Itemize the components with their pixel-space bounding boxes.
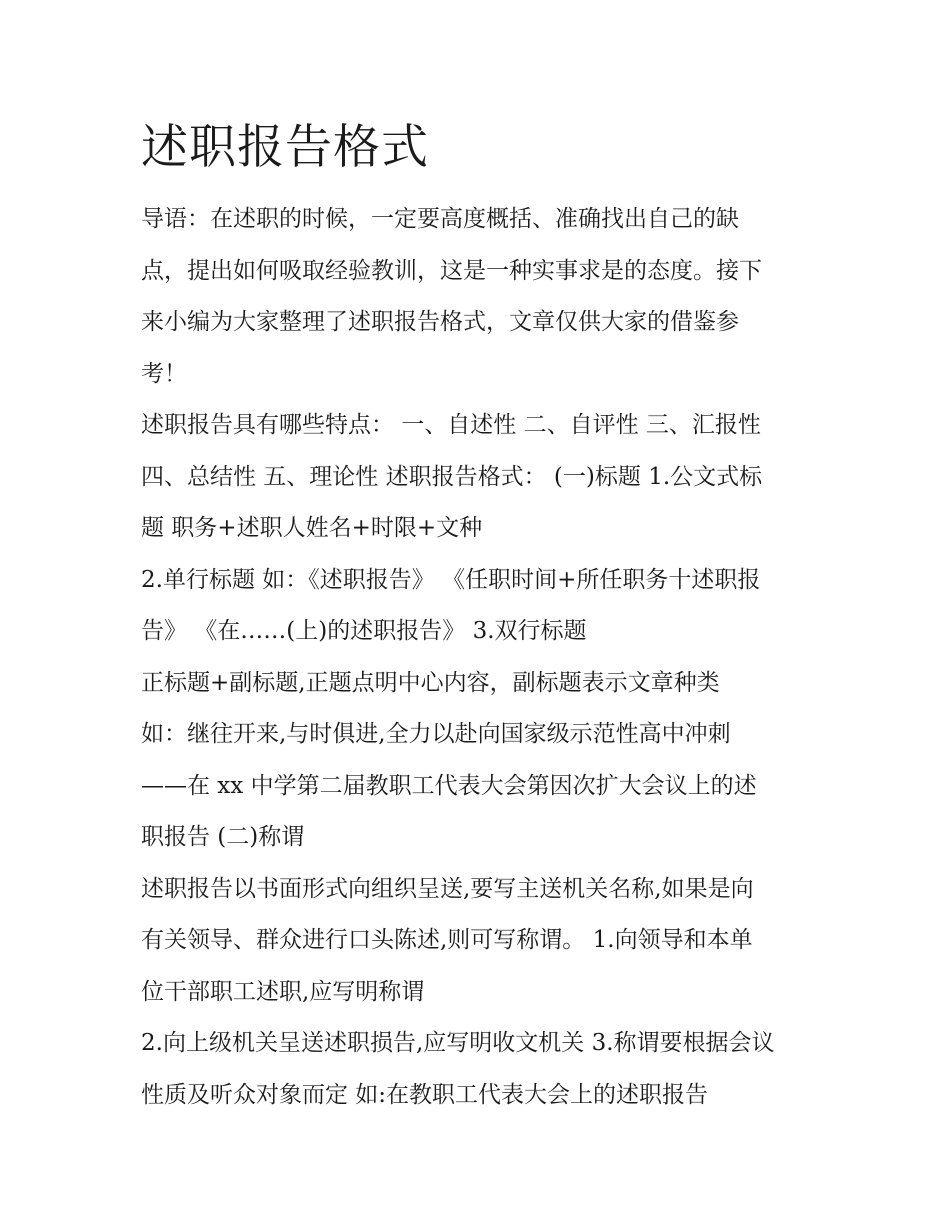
text-line: 正标题+副标题,正题点明中心内容，副标题表示文章种类	[141, 669, 720, 696]
document-title: 述职报告格式	[141, 120, 429, 175]
text-line: 2.单行标题 如：《述职报告》 《任职时间+所任职务十述职报	[141, 566, 761, 593]
paragraph-features	[141, 400, 821, 555]
text-line: 如：继往开来,与时俱进,全力以赴向国家级示范性高中冲刺	[141, 721, 731, 747]
paragraph-intro	[141, 194, 821, 400]
text-line: 述职报告以书面形式向组织呈送,要写主送机关名称,如果是向	[141, 875, 754, 902]
text-line: 性质及听众对象而定 如:在教职工代表大会上的述职报告	[141, 1081, 709, 1108]
text-line: 有关领导、群众进行口头陈述,则可写称谓。 1.向领导和本单	[141, 927, 753, 953]
paragraph-salutation-rules	[141, 1018, 821, 1121]
text-line: 导语：在述职的时候，一定要高度概括、准确找出自己的缺	[141, 206, 739, 232]
text-line: 述职报告具有哪些特点： 一、自述性 二、自评性 三、汇报性	[141, 412, 761, 438]
text-line: 考！	[141, 360, 187, 387]
text-line: 职报告 (二)称谓	[141, 824, 305, 850]
text-line: 告》 《在……(上)的述职报告》 3.双行标题	[141, 618, 587, 644]
paragraph-single-title	[141, 555, 821, 658]
text-line: ——在 xx 中学第二届教职工代表大会第因次扩大会议上的述	[141, 772, 757, 799]
text-line: 来小编为大家整理了述职报告格式，文章仅供大家的借鉴参	[141, 309, 739, 335]
paragraph-salutation	[141, 864, 821, 1019]
text-line: 四、总结性 五、理论性 述职报告格式： (一)标题 1.公文式标	[141, 463, 763, 490]
paragraph-double-title	[141, 658, 821, 710]
paragraph-example	[141, 709, 821, 864]
document-page	[141, 112, 821, 1121]
text-line: 位干部职工述职,应写明称谓	[141, 978, 425, 1005]
text-line: 点，提出如何吸取经验教训，这是一种实事求是的态度。接下	[141, 257, 762, 284]
text-line: 2.向上级机关呈送述职损告,应写明收文机关 3.称谓要根据会议	[141, 1030, 775, 1056]
text-line: 题 职务+述职人姓名+时限+文种	[141, 515, 483, 541]
